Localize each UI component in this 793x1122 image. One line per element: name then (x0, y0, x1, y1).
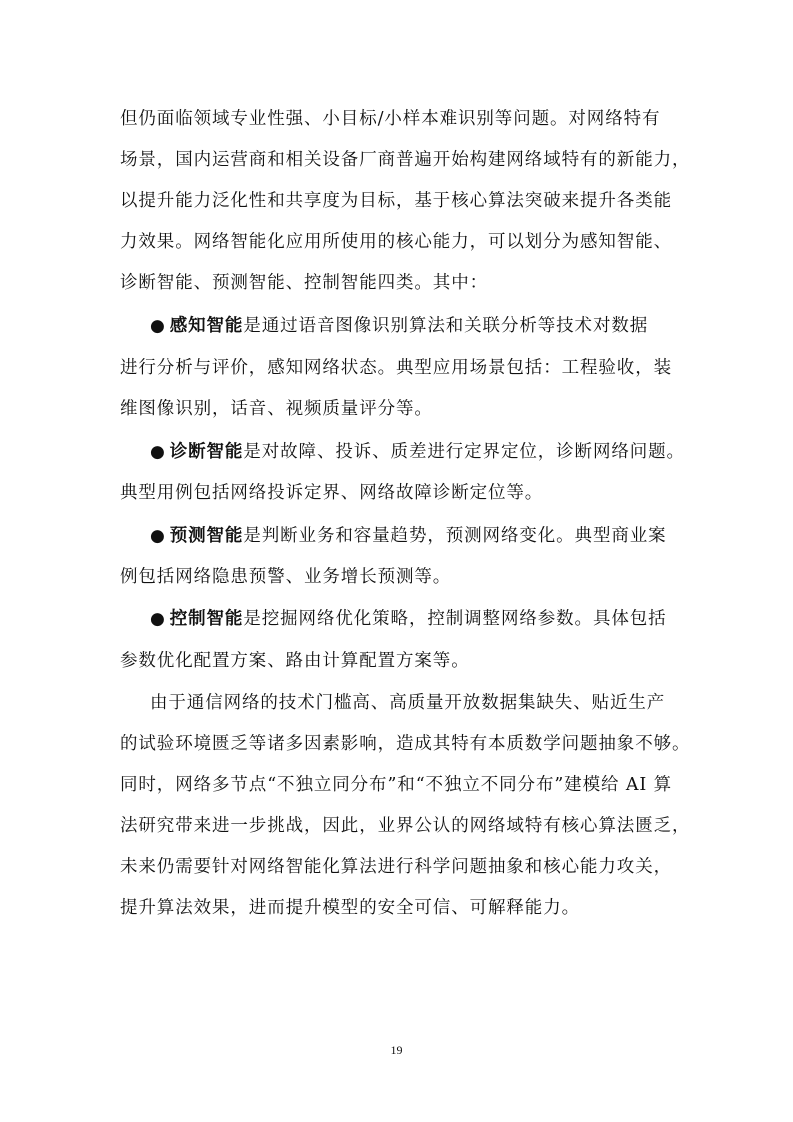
bullet-text: 是挖掘网络优化策略，控制调整网络参数。具体包括 (243, 609, 667, 629)
bullet-text: 是判断业务和容量趋势，预测网络变化。典型商业案 (243, 526, 667, 546)
bullet-text: 是通过语音图像识别算法和关联分析等技术对数据 (243, 316, 649, 336)
bullet-term: 控制智能 (169, 609, 244, 629)
page-number: 19 (390, 1043, 403, 1057)
bullet-diagnosis (150, 441, 685, 463)
bullet-control-line-2: 参数优化配置方案、路由计算配置方案等。 (120, 651, 470, 671)
intro-line-5: 诊断智能、预测智能、控制智能四类。其中： (120, 273, 488, 293)
closing-line-2: 的试验环境匮乏等诸多因素影响，造成其特有本质数学问题抽象不够。 (120, 734, 691, 754)
bullet-control (150, 608, 667, 630)
bullet-dot-icon: ● (150, 609, 166, 629)
bullet-prediction (150, 525, 667, 547)
bullet-term: 诊断智能 (169, 442, 244, 462)
closing-line-3: 同时，网络多节点“不独立同分布”和“不独立不同分布”建模给 AI 算 (120, 775, 673, 795)
bullet-term: 感知智能 (169, 316, 244, 336)
bullet-text: 是对故障、投诉、质差进行定界定位，诊断网络问题。 (243, 442, 685, 462)
bullet-diagnosis-line-2: 典型用例包括网络投诉定界、网络故障诊断定位等。 (120, 483, 544, 503)
intro-line-3: 以提升能力泛化性和共享度为目标，基于核心算法突破来提升各类能 (120, 191, 672, 211)
bullet-perception-line-3: 维图像识别，话音、视频质量评分等。 (120, 399, 433, 419)
bullet-perception-line-2: 进行分析与评价，感知网络状态。典型应用场景包括：工程验收，装 (120, 358, 672, 378)
bullet-term: 预测智能 (169, 526, 244, 546)
bullet-dot-icon: ● (150, 442, 166, 462)
closing-line-6: 提升算法效果，进而提升模型的安全可信、可解释能力。 (120, 898, 580, 918)
intro-line-4: 力效果。网络智能化应用所使用的核心能力，可以划分为感知智能、 (120, 232, 672, 252)
bullet-dot-icon: ● (150, 526, 166, 546)
bullet-perception (150, 315, 648, 337)
bullet-prediction-line-2: 例包括网络隐患预警、业务增长预测等。 (120, 567, 452, 587)
closing-line-5: 未来仍需要针对网络智能化算法进行科学问题抽象和核心能力攻关， (120, 857, 672, 877)
bullet-dot-icon: ● (150, 316, 166, 336)
closing-line-1: 由于通信网络的技术门槛高、高质量开放数据集缺失、贴近生产 (150, 693, 666, 713)
intro-line-1: 但仍面临领域专业性强、小目标/小样本难识别等问题。对网络特有 (120, 109, 661, 129)
intro-line-2: 场景，国内运营商和相关设备厂商普遍开始构建网络域特有的新能力， (120, 150, 691, 170)
closing-line-4: 法研究带来进一步挑战，因此，业界公认的网络域特有核心算法匮乏， (120, 816, 691, 836)
